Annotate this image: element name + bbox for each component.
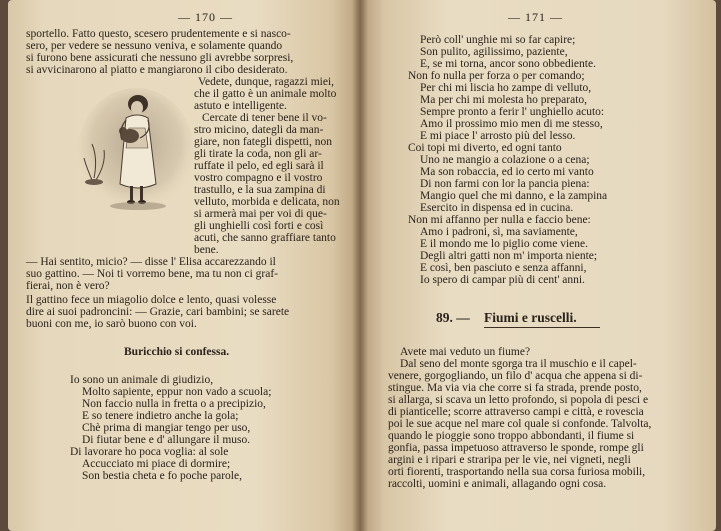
text-line: — Hai sentito, micio? — disse l' Elisa accarezzando il [26,256,276,268]
text-line: stro micino, dategli da man- [194,124,324,136]
section-title: Fiumi e ruscelli. [484,310,577,325]
section-number: 89. — [436,310,470,325]
text-line: Vedete, dunque, ragazzi miei, [198,76,335,88]
text-line: Cercate di tener bene il vo- [202,112,327,124]
text-line: sportello. Fatto questo, scesero prudentemente e si nasco- [26,28,291,40]
poem-line: E, se mi torna, ancor sono obbediente. [420,58,596,70]
text-line: di pianticelle; scorre attraverso campi e città, e rovescia [388,406,644,418]
poem-line: Chè prima di mangiar tengo per uso, [82,422,251,434]
text-line: dire ai suoi padroncini: — Grazie, cari bambini; se sarete [26,306,290,318]
poem-line: E mi piace l' arrosto più del lesso. [420,130,576,142]
text-line: che il gatto è un animale molto [194,88,337,100]
text-line: argini e i ripari e straripa per le vie, nei vigneti, negli [388,454,631,466]
text-line: gli unghielli così forti e così [194,220,324,232]
text-line: fierai, non è vero? [26,280,110,292]
text-line: sero, per vedere se nessuno veniva, e solamente quando [26,40,283,52]
poem-line: Accucciato mi piace di dormire; [82,458,231,470]
title-underline [484,327,600,328]
poem-line: Non fo nulla per forza o per comando; [408,70,585,82]
text-line: acuti, che sanno graffiare tanto [194,232,336,244]
poem-line: Coi topi mi diverto, ed ogni tanto [408,142,562,154]
text-line: trastullo, e la sua zampina di [194,184,326,196]
poem-line: Esercito in dispensa ed in cucina. [420,202,574,214]
poem-line: Sempre pronto a ferir l' unghiello acuto: [420,106,605,118]
poem-line: Mangio quel che mi danno, e la zampina [420,190,608,202]
text-line: velluto, morbida e delicata, non [194,196,340,208]
text-line: astuto e intelligente. [194,100,287,112]
poem-line: Io spero di campar più di cent' anni. [420,274,585,286]
poem-line: Io sono un animale di giudizio, [70,374,214,386]
text-line: venere, gorgogliando, un filo d' acqua che appena si di- [388,370,643,382]
right-page [360,0,716,531]
poem-line: Son pulito, agilissimo, paziente, [420,46,568,58]
book-gutter [352,0,368,531]
poem-line: Non faccio nulla in fretta o a precipizio, [82,398,266,410]
poem-line: E il mondo me lo piglio come viene. [420,238,588,250]
text-line: Il gattino fece un miagolio dolce e lento, quasi volesse [26,294,277,306]
poem-line: Ma son robaccia, ed io certo mi vanto [420,166,594,178]
text-line: Avete mai veduto un fiume? [400,346,531,358]
text-line: suo gattino. — Noi ti vorremo bene, ma tu non ci graf- [26,268,278,280]
page-number: — 170 — [178,10,233,24]
text-line: gli tirate la coda, non gli ar- [194,148,322,160]
poem-line: Per chi mi liscia ho zampe di velluto, [420,82,592,94]
text-line: ruffate il pelo, ed egli sarà il [194,160,324,172]
poem-title: Buricchio si confessa. [124,346,230,358]
poem-line: Uno ne mangio a colazione o a cena; [420,154,590,166]
text-line: si furono bene assicurati che nessuno gli avrebbe sorpresi, [26,52,294,64]
page-number: — 171 — [508,10,563,24]
poem-line: Di non farmi con lor la pancia piena: [420,178,590,190]
text-line: quando le pioggie sono troppo abbondanti, il fiume si [388,430,635,442]
poem-line: Di lavorare ho poca voglia: al sole [70,446,229,458]
poem-line: Amo i padroni, sì, ma saviamente, [420,226,578,238]
poem-line: Degli altri gatti non m' importa niente; [420,250,598,262]
poem-line: Molto sapiente, eppur non vado a scuola; [82,386,272,398]
text-line: giare, non fategli dispetti, non [194,136,332,148]
text-line: raccolti, uomini e animali, allagando ogni cosa. [388,478,607,490]
text-line: si armerà mai per voi di que- [194,208,327,220]
poem-line: Amo il prossimo mio men di me stesso, [420,118,603,130]
text-line: si avvicinarono al piatto e mangiarono il cibo desiderato. [26,64,288,76]
poem-line: Non mi affanno per nulla e faccio bene: [408,214,591,226]
text-line: stingue. Ma via via che corre si fa strada, prende posto, [388,382,642,394]
poem-line: Di fiutar bene e d' allungare il muso. [82,434,251,446]
text-line: Dal seno del monte sgorga tra il muschio e il capel- [400,358,637,370]
left-page [8,0,360,531]
poem-line: Ma per chi mi molesta ho preparato, [420,94,588,106]
text-line: poi le sue acque nel mare col quale si confonde. Talvolta, [388,418,652,430]
text-line: si allarga, si scava un letto profondo, si popola di pesci e [388,394,649,406]
poem-line: Son bestia cheta e fo poche parole, [82,470,242,482]
poem-line: Però coll' unghie mi so far capire; [420,34,576,46]
text-line: bene. [194,244,219,256]
girl-with-cat-illustration [76,88,196,216]
poem-line: E so tenere indietro anche la gola; [82,410,239,422]
text-line: orti fiorenti, trasportando nella sua corsa furiosa mobili, [388,466,646,478]
text-line: gonfia, passa impetuoso attraverso le sponde, rompe gli [388,442,644,454]
text-line: buoni con me, io sarò buono con voi. [26,318,197,330]
poem-line: E così, ben pasciuto e senza affanni, [420,262,587,274]
text-line: vostro compagno e il vostro [194,172,323,184]
